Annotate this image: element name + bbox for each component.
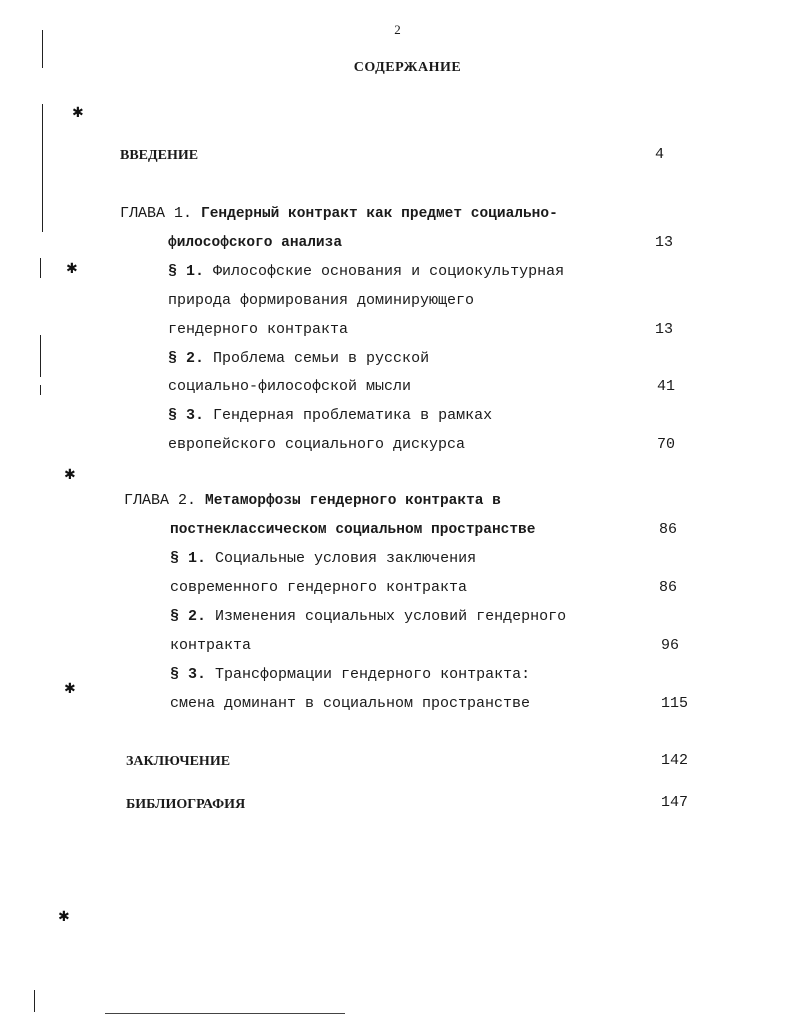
toc-ch2-sec1-text1: Социальные условия заключения	[215, 550, 477, 567]
toc-chapter1-page: 13	[655, 234, 674, 251]
toc-ch2-sec1-line2: современного гендерного контракта	[170, 579, 468, 596]
toc-conclusion-page: 142	[661, 752, 689, 769]
toc-chapter2-title-line2: постнеклассическом социальном пространстве	[170, 522, 536, 538]
toc-intro-label: ВВЕДЕНИЕ	[120, 148, 199, 163]
toc-ch2-sec1-line1	[170, 549, 476, 569]
toc-ch1-sec1-line1	[168, 262, 564, 282]
toc-ch2-sec1-page: 86	[659, 579, 678, 596]
scan-blot: ✱	[58, 909, 70, 925]
toc-ch1-sec2-line1	[168, 349, 429, 369]
toc-ch1-sec2-mark: § 2.	[168, 350, 205, 367]
scan-blot: ✱	[64, 681, 76, 697]
toc-ch1-sec3-page: 70	[657, 436, 676, 453]
scan-margin-line	[40, 385, 41, 395]
toc-bibliography-page: 147	[661, 794, 689, 811]
toc-ch2-sec2-line2: контракта	[170, 637, 252, 654]
toc-ch2-sec2-mark: § 2.	[170, 608, 207, 625]
toc-chapter1-title: Гендерный контракт как предмет социально-	[201, 206, 558, 222]
toc-ch1-sec2-page: 41	[657, 378, 676, 395]
toc-chapter1-lead: ГЛАВА 1.	[120, 205, 193, 222]
scan-margin-line	[40, 335, 41, 377]
toc-ch1-sec1-line3: гендерного контракта	[168, 321, 349, 338]
toc-ch1-sec2-text1: Проблема семьи в русской	[213, 350, 430, 367]
toc-ch1-sec3-mark: § 3.	[168, 407, 205, 424]
toc-ch2-sec3-line2: смена доминант в социальном пространстве	[170, 695, 531, 712]
toc-ch1-sec3-text1: Гендерная проблематика в рамках	[213, 407, 493, 424]
toc-conclusion-label: ЗАКЛЮЧЕНИЕ	[126, 754, 231, 769]
scan-blot: ✱	[66, 261, 78, 277]
toc-ch2-sec1-mark: § 1.	[170, 550, 207, 567]
toc-ch1-sec2-line2: социально-философской мысли	[168, 378, 412, 395]
scan-margin-line	[42, 104, 43, 232]
scan-bottom-line	[105, 1013, 345, 1014]
toc-ch2-sec2-text1: Изменения социальных условий гендерного	[215, 608, 567, 625]
toc-chapter1-title-line2: философского анализа	[168, 235, 343, 251]
toc-chapter2-title-line1	[124, 491, 501, 511]
toc-ch2-sec3-mark: § 3.	[170, 666, 207, 683]
toc-ch1-sec3-line2: европейского социального дискурса	[168, 436, 466, 453]
page-number: 2	[394, 22, 401, 37]
toc-ch2-sec3-page: 115	[661, 695, 689, 712]
toc-chapter1-title-line1	[120, 204, 558, 224]
scan-blot: ✱	[72, 105, 84, 121]
scan-margin-line	[40, 258, 41, 278]
toc-ch2-sec3-line1	[170, 665, 530, 685]
toc-ch1-sec1-text1: Философские основания и социокультурная	[213, 263, 565, 280]
toc-chapter2-page: 86	[659, 521, 678, 538]
toc-ch1-sec1-page: 13	[655, 321, 674, 338]
toc-ch1-sec3-line1	[168, 406, 492, 426]
toc-ch2-sec3-text1: Трансформации гендерного контракта:	[215, 666, 531, 683]
toc-chapter2-lead: ГЛАВА 2.	[124, 492, 197, 509]
toc-title: СОДЕРЖАНИЕ	[353, 60, 462, 75]
scan-blot: ✱	[64, 467, 76, 483]
scan-margin-line	[34, 990, 35, 1012]
toc-bibliography-label: БИБЛИОГРАФИЯ	[126, 797, 246, 812]
toc-chapter2-title: Метаморфозы гендерного контракта в	[205, 493, 501, 509]
toc-ch2-sec2-page: 96	[661, 637, 680, 654]
toc-ch1-sec1-line2: природа формирования доминирующего	[168, 292, 475, 309]
toc-ch2-sec2-line1	[170, 607, 566, 627]
toc-ch1-sec1-mark: § 1.	[168, 263, 205, 280]
toc-intro-page: 4	[655, 146, 665, 163]
